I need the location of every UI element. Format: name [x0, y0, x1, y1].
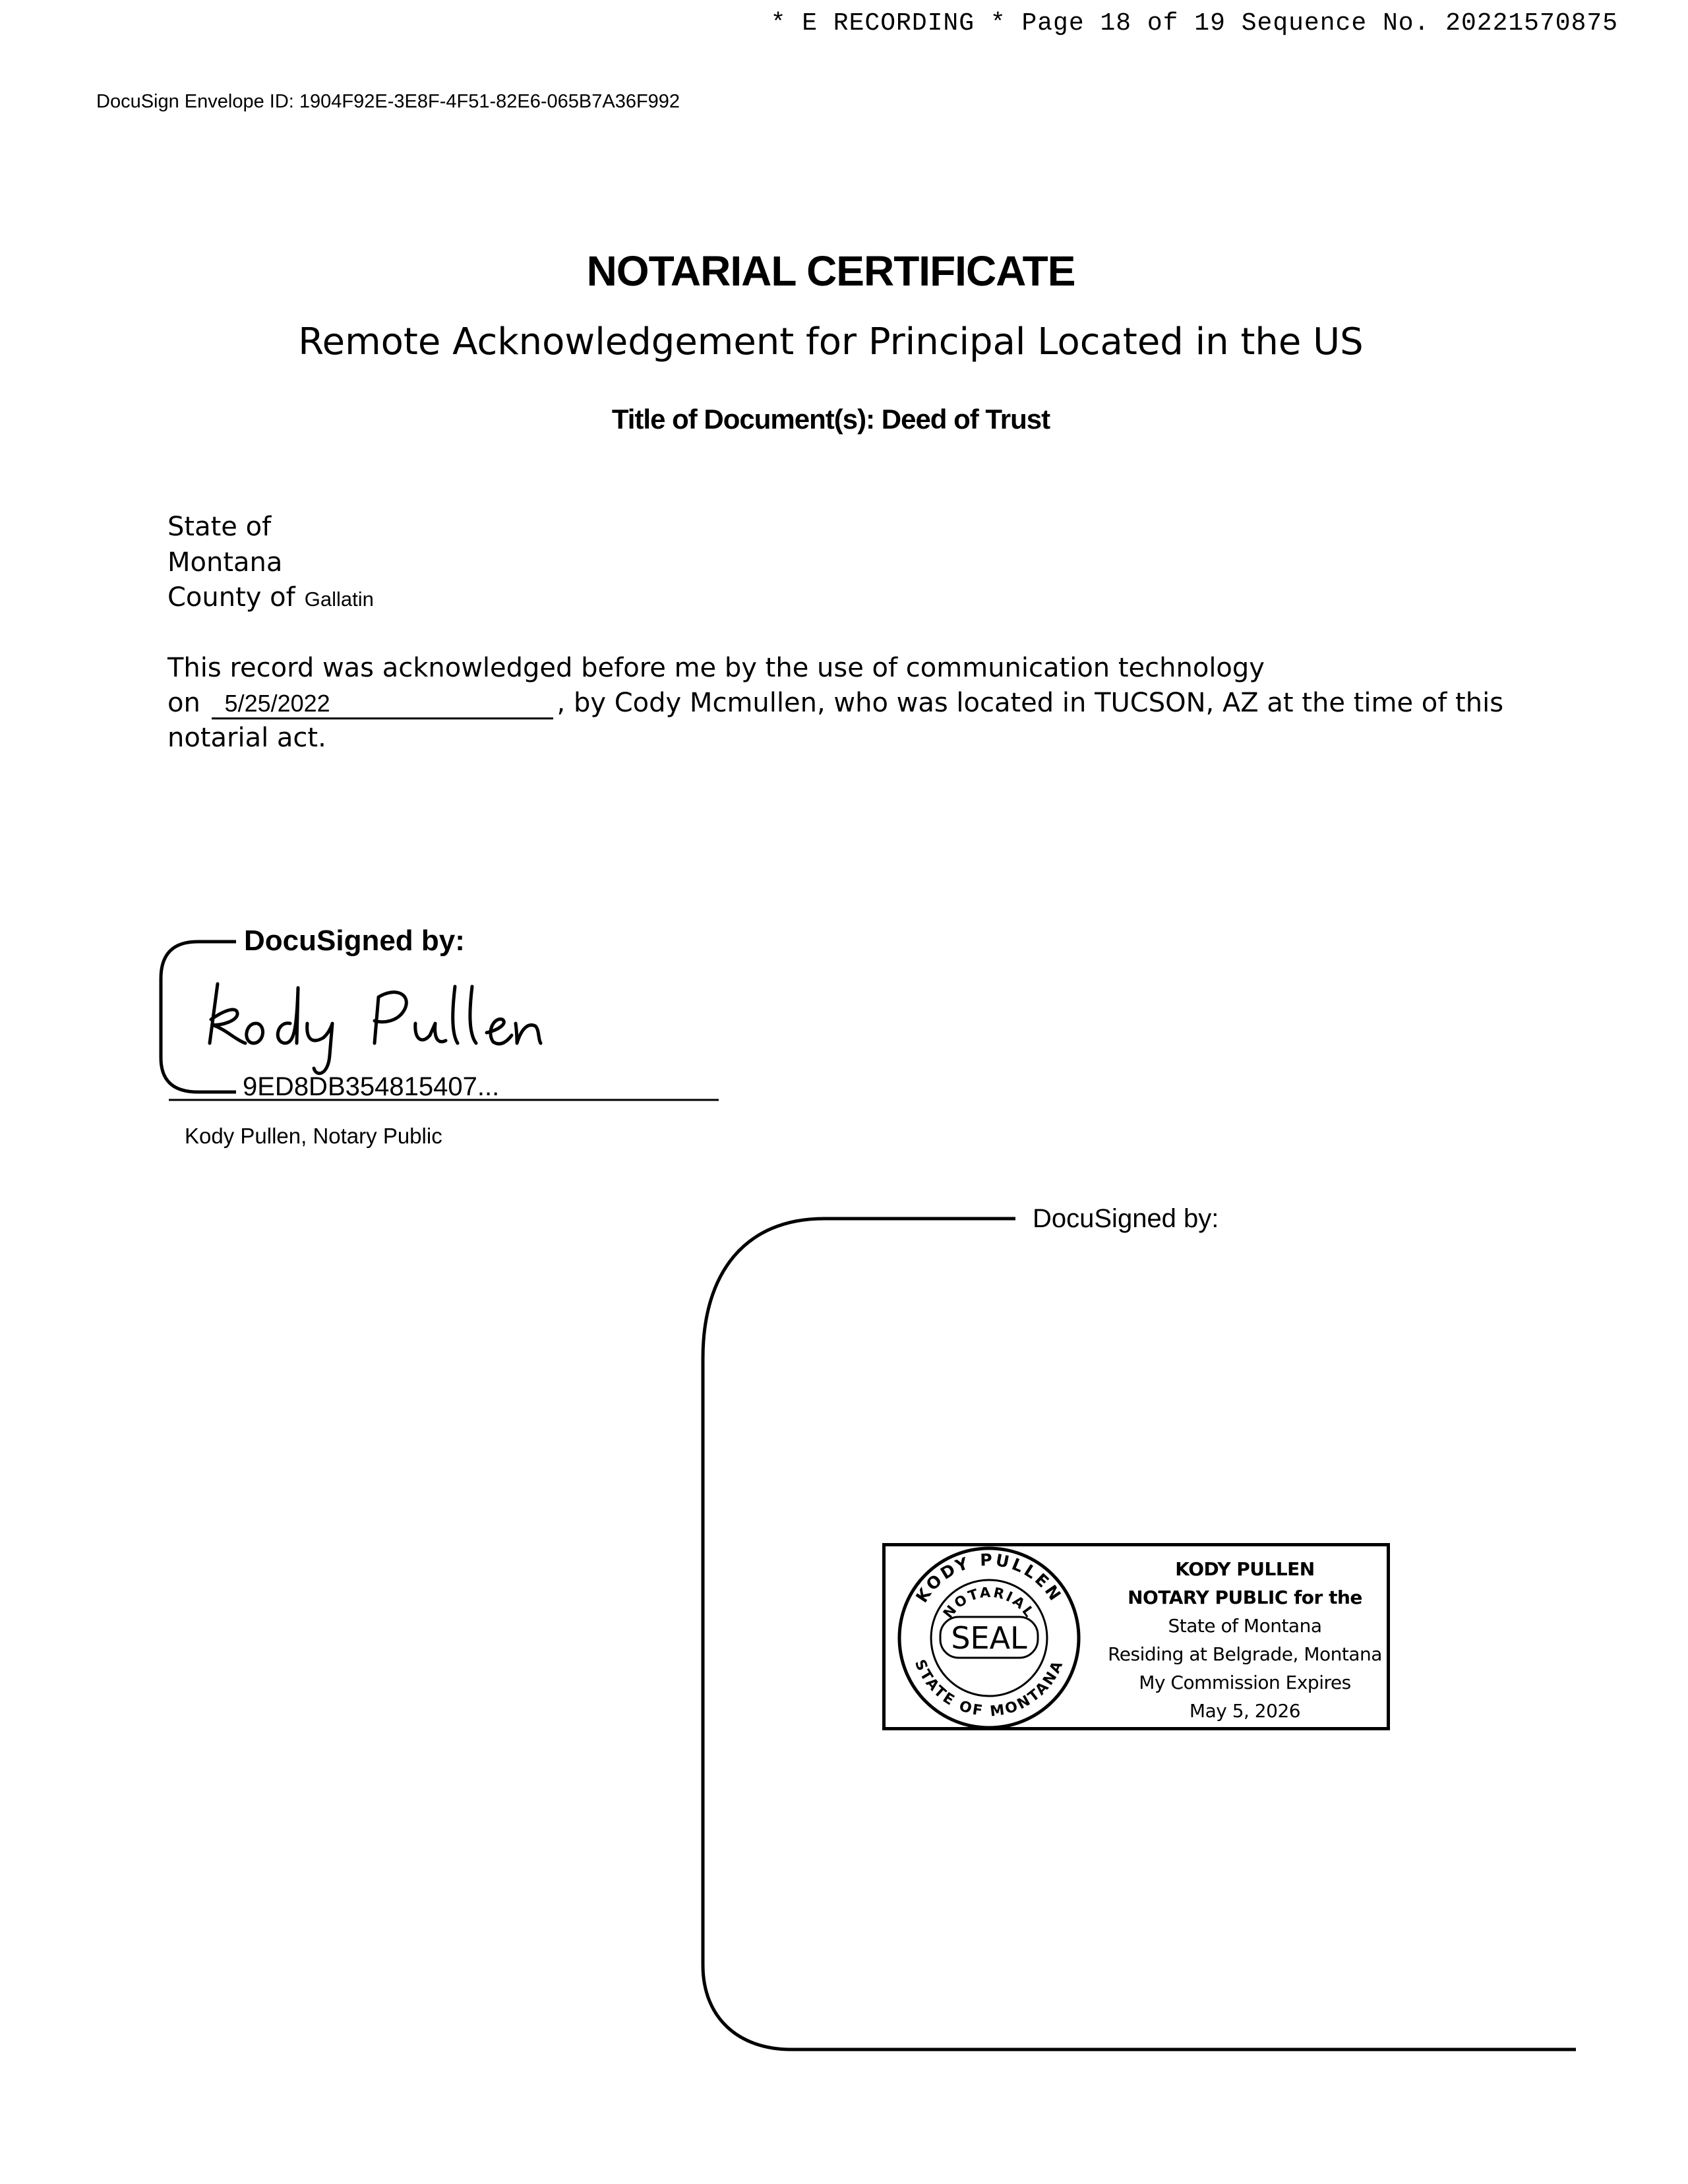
docusign-label-2: DocuSigned by: [1033, 1204, 1219, 1233]
page-subtitle: Remote Acknowledgement for Principal Located in the US [298, 320, 1364, 363]
on-label: on [167, 688, 200, 718]
notary-seal-text [1073, 1555, 1416, 1725]
county-value: Gallatin [304, 588, 374, 611]
handwritten-signature [210, 984, 541, 1074]
seal-ring-top: KODY PULLEN [912, 1550, 1066, 1606]
page-title: NOTARIAL CERTIFICATE [586, 247, 1075, 295]
signer-id: 9ED8DB354815407... [243, 1072, 500, 1101]
seal-notary-title: NOTARY PUBLIC for the [1128, 1587, 1362, 1608]
county-line [167, 582, 374, 613]
notary-printed-name: Kody Pullen, Notary Public [185, 1124, 442, 1148]
state-label: State of [167, 512, 272, 542]
seal-center: SEAL [951, 1620, 1027, 1656]
state-name: Montana [167, 547, 283, 578]
seal-notary-name: KODY PULLEN [1175, 1558, 1315, 1580]
recording-header: * E RECORDING * Page 18 of 19 Sequence No. 20221570875 [770, 9, 1618, 38]
seal-state: State of Montana [1168, 1615, 1322, 1637]
county-label: County of [167, 582, 295, 613]
acknowledgement-date: 5/25/2022 [212, 690, 553, 719]
acknowledgement-line-1: This record was acknowledged before me by the use of communication technology [167, 653, 1265, 683]
seal-expiration: May 5, 2026 [1189, 1700, 1301, 1722]
seal-commission-label: My Commission Expires [1139, 1672, 1351, 1693]
seal-ring-bottom: STATE OF MONTANA [911, 1657, 1068, 1720]
document-type: Title of Document(s): Deed of Trust [611, 404, 1050, 435]
acknowledgement-line-3: notarial act. [167, 723, 326, 753]
acknowledgement-line-2-rest: , by Cody Mcmullen, who was located in TUCSON, AZ at the time of this [557, 688, 1504, 718]
acknowledgement-line-2 [167, 688, 1503, 719]
seal-residence: Residing at Belgrade, Montana [1108, 1643, 1382, 1665]
docusign-bracket-1 [161, 942, 236, 1092]
envelope-id: DocuSign Envelope ID: 1904F92E-3E8F-4F51-82E6-065B7A36F992 [96, 91, 680, 112]
seal-ring-inner: NOTARIAL [940, 1584, 1039, 1622]
docusign-label-1: DocuSigned by: [244, 925, 465, 957]
